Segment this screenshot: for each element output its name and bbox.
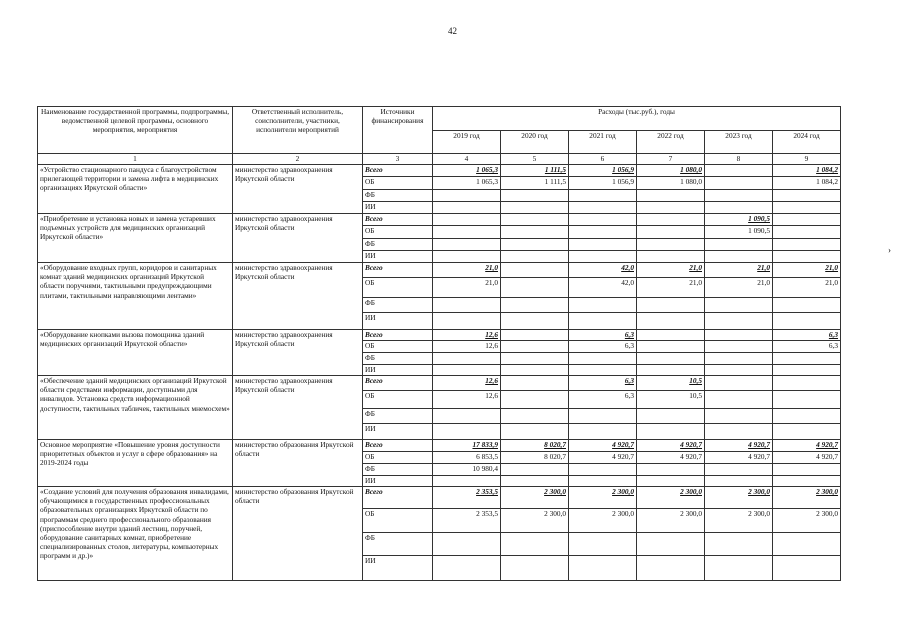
- value-cell: 6 853,5: [433, 452, 501, 464]
- responsible-executor: министерство образования Иркутской области: [233, 440, 363, 487]
- value-cell: 2 300,0: [501, 509, 569, 533]
- value-cell: [637, 464, 705, 476]
- value-cell: [773, 556, 841, 581]
- value-cell: 8 020,7: [501, 452, 569, 464]
- value-cell: [637, 533, 705, 556]
- value-cell: [433, 409, 501, 424]
- value-cell: [433, 533, 501, 556]
- value-cell: [501, 533, 569, 556]
- funding-source: Всего: [363, 440, 433, 452]
- value-cell: [773, 464, 841, 476]
- total-value: 4 920,7: [773, 440, 841, 452]
- value-cell: [569, 202, 637, 214]
- value-cell: [705, 202, 773, 214]
- value-cell: [433, 298, 501, 313]
- funding-source: ИИ: [363, 251, 433, 263]
- value-cell: [705, 239, 773, 251]
- value-cell: [773, 353, 841, 365]
- column-number: 8: [705, 154, 773, 165]
- header-expenses: Расходы (тыс.руб.), годы: [433, 107, 841, 131]
- value-cell: [705, 464, 773, 476]
- value-cell: [773, 365, 841, 376]
- value-cell: [433, 239, 501, 251]
- funding-source: ФБ: [363, 353, 433, 365]
- total-value: [433, 214, 501, 226]
- value-cell: [705, 341, 773, 353]
- expenses-table: [37, 106, 841, 581]
- value-cell: [705, 424, 773, 440]
- value-cell: [637, 409, 705, 424]
- value-cell: 21,0: [773, 278, 841, 298]
- measure-name: «Оборудование входных групп, коридоров и санитарных комнат зданий медицинских организаций Иркутской области поручнями, тактильными предупреждающими плитами, тактильными направляющими лентами»: [38, 263, 233, 330]
- responsible-executor: министерство здравоохранения Иркутской области: [233, 263, 363, 330]
- value-cell: [569, 353, 637, 365]
- funding-source: ОБ: [363, 452, 433, 464]
- total-value: [773, 376, 841, 391]
- funding-source: ОБ: [363, 177, 433, 190]
- value-cell: [501, 353, 569, 365]
- total-value: [501, 263, 569, 278]
- value-cell: [569, 239, 637, 251]
- value-cell: [637, 313, 705, 330]
- value-cell: 12,6: [433, 341, 501, 353]
- value-cell: [501, 424, 569, 440]
- total-value: 4 920,7: [569, 440, 637, 452]
- funding-source: ИИ: [363, 313, 433, 330]
- funding-source: Всего: [363, 214, 433, 226]
- total-value: 42,0: [569, 263, 637, 278]
- value-cell: [773, 391, 841, 409]
- value-cell: [569, 424, 637, 440]
- total-value: 21,0: [773, 263, 841, 278]
- value-cell: [569, 190, 637, 202]
- table-row: [38, 487, 841, 509]
- value-cell: [433, 353, 501, 365]
- table-row: [38, 440, 841, 452]
- value-cell: 2 300,0: [773, 509, 841, 533]
- value-cell: [569, 464, 637, 476]
- funding-source: Всего: [363, 487, 433, 509]
- value-cell: [773, 476, 841, 487]
- value-cell: 2 300,0: [705, 509, 773, 533]
- value-cell: [637, 365, 705, 376]
- value-cell: [705, 556, 773, 581]
- margin-mark: ›: [888, 245, 891, 255]
- total-value: 6,3: [569, 376, 637, 391]
- total-value: 1 080,0: [637, 165, 705, 177]
- funding-source: ИИ: [363, 424, 433, 440]
- value-cell: 6,3: [569, 341, 637, 353]
- total-value: [705, 165, 773, 177]
- total-value: 2 300,0: [773, 487, 841, 509]
- header-year: 2024 год: [773, 130, 841, 154]
- value-cell: 4 920,7: [705, 452, 773, 464]
- header-sources: Источники финансирования: [363, 107, 433, 154]
- table-row: [38, 214, 841, 226]
- value-cell: [773, 226, 841, 239]
- column-number: 9: [773, 154, 841, 165]
- value-cell: [501, 391, 569, 409]
- funding-source: ИИ: [363, 202, 433, 214]
- value-cell: [433, 476, 501, 487]
- responsible-executor: министерство здравоохранения Иркутской области: [233, 376, 363, 440]
- funding-source: ОБ: [363, 509, 433, 533]
- funding-source: ФБ: [363, 533, 433, 556]
- total-value: 10,5: [637, 376, 705, 391]
- value-cell: [705, 391, 773, 409]
- value-cell: [705, 476, 773, 487]
- value-cell: [433, 365, 501, 376]
- value-cell: [705, 365, 773, 376]
- total-value: 12,6: [433, 330, 501, 341]
- header-responsible: Ответственный исполнитель, соисполнители, участники, исполнители мероприятий: [233, 107, 363, 154]
- value-cell: [433, 424, 501, 440]
- column-number: 5: [501, 154, 569, 165]
- funding-source: ОБ: [363, 226, 433, 239]
- value-cell: [773, 313, 841, 330]
- header-year: 2023 год: [705, 130, 773, 154]
- value-cell: [637, 353, 705, 365]
- value-cell: [501, 476, 569, 487]
- total-value: [773, 214, 841, 226]
- column-number: 6: [569, 154, 637, 165]
- measure-name: «Обеспечение зданий медицинских организаций Иркутской области средствами информации, доступными для инвалидов. Установка средств информационной доступности, тактильных табличек, тактильных мнемосхем»: [38, 376, 233, 440]
- value-cell: [637, 239, 705, 251]
- total-value: 2 300,0: [569, 487, 637, 509]
- total-value: [705, 376, 773, 391]
- column-number: 2: [233, 154, 363, 165]
- column-number: 1: [38, 154, 233, 165]
- value-cell: [773, 190, 841, 202]
- column-number: 4: [433, 154, 501, 165]
- value-cell: [637, 202, 705, 214]
- total-value: 8 020,7: [501, 440, 569, 452]
- funding-source: ИИ: [363, 556, 433, 581]
- value-cell: [569, 409, 637, 424]
- value-cell: [705, 353, 773, 365]
- value-cell: 2 353,5: [433, 509, 501, 533]
- value-cell: [433, 226, 501, 239]
- value-cell: 21,0: [705, 278, 773, 298]
- table-body: [38, 107, 841, 581]
- value-cell: [705, 298, 773, 313]
- total-value: [637, 214, 705, 226]
- table-row: [38, 165, 841, 177]
- responsible-executor: министерство здравоохранения Иркутской области: [233, 330, 363, 376]
- header-year: 2020 год: [501, 130, 569, 154]
- value-cell: [501, 202, 569, 214]
- total-value: 1 056,9: [569, 165, 637, 177]
- value-cell: [773, 298, 841, 313]
- value-cell: [637, 424, 705, 440]
- column-number: 3: [363, 154, 433, 165]
- total-value: [501, 330, 569, 341]
- value-cell: [773, 409, 841, 424]
- value-cell: 12,6: [433, 391, 501, 409]
- value-cell: [705, 251, 773, 263]
- value-cell: 4 920,7: [569, 452, 637, 464]
- value-cell: [433, 202, 501, 214]
- value-cell: [773, 239, 841, 251]
- value-cell: [569, 313, 637, 330]
- total-value: 2 300,0: [705, 487, 773, 509]
- table-row: [38, 330, 841, 341]
- value-cell: [501, 190, 569, 202]
- header-year: 2019 год: [433, 130, 501, 154]
- value-cell: [433, 313, 501, 330]
- page-number: 42: [448, 26, 457, 36]
- value-cell: [705, 533, 773, 556]
- value-cell: [637, 251, 705, 263]
- value-cell: [773, 424, 841, 440]
- total-value: 2 300,0: [501, 487, 569, 509]
- value-cell: [569, 298, 637, 313]
- responsible-executor: министерство здравоохранения Иркутской области: [233, 214, 363, 263]
- total-value: 2 300,0: [637, 487, 705, 509]
- value-cell: [569, 533, 637, 556]
- value-cell: [705, 177, 773, 190]
- value-cell: [501, 251, 569, 263]
- value-cell: [705, 313, 773, 330]
- total-value: 1 111,5: [501, 165, 569, 177]
- header-year: 2022 год: [637, 130, 705, 154]
- value-cell: [501, 464, 569, 476]
- value-cell: [637, 190, 705, 202]
- funding-source: ФБ: [363, 190, 433, 202]
- value-cell: [501, 365, 569, 376]
- value-cell: [773, 533, 841, 556]
- value-cell: 2 300,0: [637, 509, 705, 533]
- value-cell: [433, 556, 501, 581]
- total-value: [501, 376, 569, 391]
- value-cell: 6,3: [773, 341, 841, 353]
- value-cell: [569, 251, 637, 263]
- measure-name: «Устройство стационарного пандуса с благоустройством прилегающей территории и замена лифта в медицинских организациях Иркутской области»: [38, 165, 233, 214]
- total-value: 21,0: [433, 263, 501, 278]
- total-value: [501, 214, 569, 226]
- total-value: 21,0: [637, 263, 705, 278]
- value-cell: 10 980,4: [433, 464, 501, 476]
- value-cell: 1 111,5: [501, 177, 569, 190]
- value-cell: [705, 190, 773, 202]
- value-cell: 21,0: [637, 278, 705, 298]
- value-cell: [501, 556, 569, 581]
- value-cell: [773, 202, 841, 214]
- value-cell: 4 920,7: [637, 452, 705, 464]
- funding-source: Всего: [363, 330, 433, 341]
- responsible-executor: министерство образования Иркутской области: [233, 487, 363, 581]
- total-value: 2 353,5: [433, 487, 501, 509]
- header-year: 2021 год: [569, 130, 637, 154]
- value-cell: 10,5: [637, 391, 705, 409]
- value-cell: [501, 298, 569, 313]
- value-cell: 1 065,3: [433, 177, 501, 190]
- table-row: [38, 263, 841, 278]
- total-value: [705, 330, 773, 341]
- table-row: [38, 376, 841, 391]
- value-cell: 21,0: [433, 278, 501, 298]
- measure-name: «Создание условий для получения образования инвалидами, обучающимися в государственных профессиональных образовательных организациях Иркутской области по программам среднего профессионального образования (приспособление внутри зданий лестниц, поручней, оборудование санитарных комнат, приобретение специализированных столов, литературы, компьютерных программ и др.)»: [38, 487, 233, 581]
- total-value: 4 920,7: [637, 440, 705, 452]
- value-cell: [637, 298, 705, 313]
- funding-source: Всего: [363, 376, 433, 391]
- value-cell: 1 084,2: [773, 177, 841, 190]
- funding-source: ОБ: [363, 341, 433, 353]
- total-value: [569, 214, 637, 226]
- value-cell: [501, 226, 569, 239]
- value-cell: 1 080,0: [637, 177, 705, 190]
- value-cell: 2 300,0: [569, 509, 637, 533]
- measure-name: Основное мероприятие «Повышение уровня доступности приоритетных объектов и услуг в сфере образования» на 2019-2024 годы: [38, 440, 233, 487]
- value-cell: [773, 251, 841, 263]
- column-number: 7: [637, 154, 705, 165]
- value-cell: [569, 365, 637, 376]
- total-value: 6,3: [569, 330, 637, 341]
- value-cell: 4 920,7: [773, 452, 841, 464]
- measure-name: «Приобретение и установка новых и замена устаревших подъемных устройств для медицинских организаций Иркутской области»: [38, 214, 233, 263]
- value-cell: [501, 239, 569, 251]
- value-cell: [501, 313, 569, 330]
- value-cell: 1 056,9: [569, 177, 637, 190]
- funding-source: ФБ: [363, 409, 433, 424]
- value-cell: 6,3: [569, 391, 637, 409]
- total-value: 17 833,9: [433, 440, 501, 452]
- value-cell: 1 090,5: [705, 226, 773, 239]
- funding-source: ФБ: [363, 298, 433, 313]
- total-value: [637, 330, 705, 341]
- value-cell: [569, 226, 637, 239]
- total-value: 21,0: [705, 263, 773, 278]
- total-value: 12,6: [433, 376, 501, 391]
- value-cell: [637, 556, 705, 581]
- value-cell: [433, 190, 501, 202]
- value-cell: [569, 476, 637, 487]
- funding-source: Всего: [363, 263, 433, 278]
- funding-source: ФБ: [363, 239, 433, 251]
- header-row-1: [38, 107, 841, 131]
- column-number-row: [38, 154, 841, 165]
- value-cell: [705, 409, 773, 424]
- funding-source: ФБ: [363, 464, 433, 476]
- total-value: 1 065,3: [433, 165, 501, 177]
- header-name: Наименование государственной программы, подпрограммы, ведомственной целевой программы, основного мероприятия, мероприятия: [38, 107, 233, 154]
- total-value: 1 090,5: [705, 214, 773, 226]
- value-cell: [501, 341, 569, 353]
- funding-source: Всего: [363, 165, 433, 177]
- total-value: 1 084,2: [773, 165, 841, 177]
- value-cell: [637, 341, 705, 353]
- funding-source: ОБ: [363, 278, 433, 298]
- measure-name: «Оборудование кнопками вызова помощника зданий медицинских организаций Иркутской области»: [38, 330, 233, 376]
- value-cell: [637, 226, 705, 239]
- value-cell: [569, 556, 637, 581]
- value-cell: [637, 476, 705, 487]
- funding-source: ОБ: [363, 391, 433, 409]
- funding-source: ИИ: [363, 476, 433, 487]
- funding-source: ИИ: [363, 365, 433, 376]
- value-cell: 42,0: [569, 278, 637, 298]
- value-cell: [433, 251, 501, 263]
- value-cell: [501, 278, 569, 298]
- total-value: 6,3: [773, 330, 841, 341]
- responsible-executor: министерство здравоохранения Иркутской области: [233, 165, 363, 214]
- value-cell: [501, 409, 569, 424]
- total-value: 4 920,7: [705, 440, 773, 452]
